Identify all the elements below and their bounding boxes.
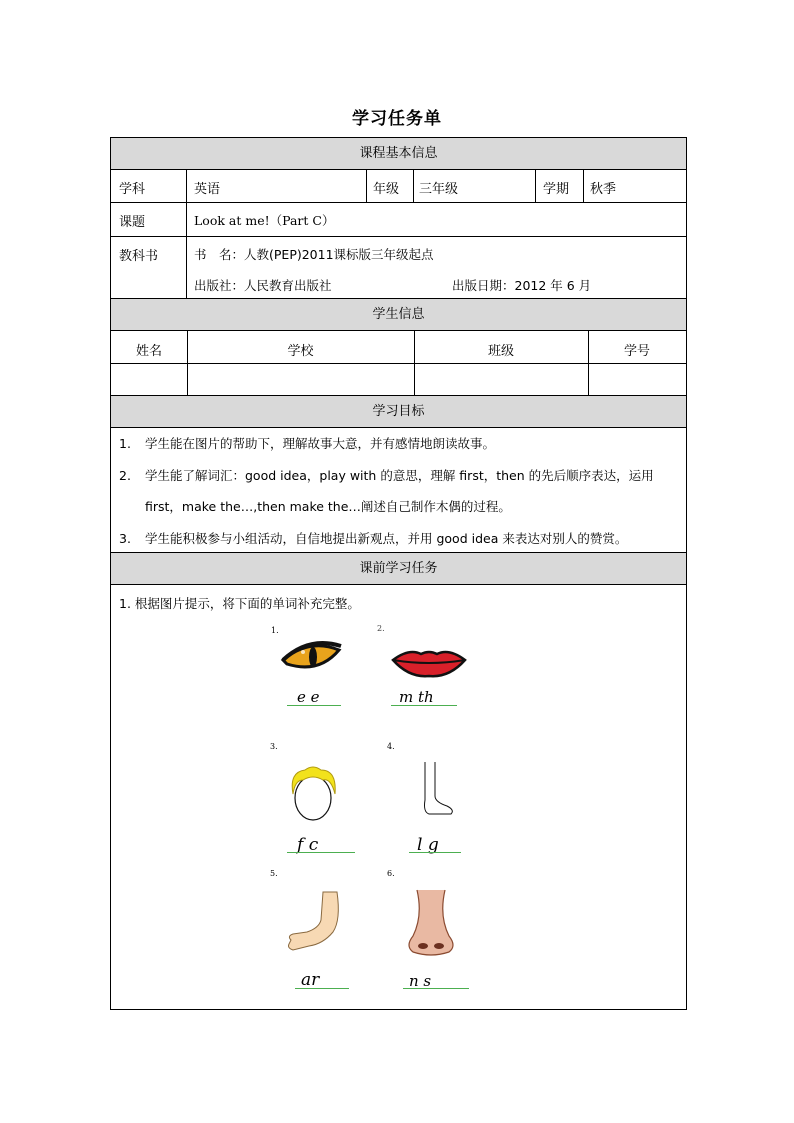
row-divider — [111, 202, 686, 203]
word-leg[interactable]: l g — [417, 835, 439, 855]
header-school: 学校 — [287, 344, 314, 359]
header-class: 班级 — [487, 344, 514, 359]
item-number: 3. — [270, 742, 278, 751]
goal-item: 1. 学生能在图片的帮助下，理解故事大意，并有感情地朗读故事。 — [119, 436, 496, 451]
column-divider — [366, 170, 367, 202]
name-input-cell[interactable] — [112, 364, 186, 394]
item-number: 6. — [387, 869, 395, 878]
goal-item: 2. 学生能了解词汇：good idea，play with 的意思，理解 first，then 的先后顺序表达，运用 — [119, 468, 654, 483]
section-student-info: 学生信息 — [111, 299, 686, 331]
column-divider — [583, 170, 584, 202]
column-divider — [413, 170, 414, 202]
word-nose[interactable]: n s — [409, 972, 432, 990]
arm-icon — [283, 890, 349, 960]
grade-label: 年级 — [373, 182, 400, 197]
item-number: 1. — [271, 626, 279, 635]
topic-label: 课题 — [119, 215, 146, 230]
subject-label: 学科 — [119, 182, 146, 197]
section-tasks: 课前学习任务 — [111, 553, 686, 585]
subject-value: 英语 — [194, 182, 221, 197]
student-id-input-cell[interactable] — [590, 364, 685, 394]
item-number: 2. — [377, 624, 385, 633]
answer-line — [295, 988, 349, 989]
item-number: 4. — [387, 742, 395, 751]
word-face[interactable]: f c — [297, 835, 319, 855]
answer-line — [409, 852, 461, 853]
nose-icon — [401, 888, 461, 962]
school-input-cell[interactable] — [189, 364, 413, 394]
term-label: 学期 — [543, 182, 570, 197]
leg-icon — [411, 760, 457, 824]
task-sheet-table — [110, 137, 687, 1010]
topic-value: Look at me!（Part C） — [194, 213, 335, 228]
answer-line — [391, 705, 457, 706]
word-eye[interactable]: e e — [297, 688, 320, 706]
goal-item-continued: first，make the…,then make the…阐述自己制作木偶的过程。 — [145, 499, 511, 514]
row-divider — [111, 236, 686, 237]
class-input-cell[interactable] — [416, 364, 587, 394]
textbook-label: 教科书 — [119, 249, 159, 264]
item-number: 5. — [270, 869, 278, 878]
answer-line — [287, 705, 341, 706]
textbook-name: 书 名：人教(PEP)2011课标版三年级起点 — [194, 247, 434, 262]
column-divider — [535, 170, 536, 202]
column-divider — [186, 170, 187, 298]
answer-line — [287, 852, 355, 853]
header-student-id: 学号 — [623, 344, 650, 359]
word-arm[interactable]: ar — [301, 970, 320, 990]
eye-icon — [279, 640, 343, 678]
grade-value: 三年级 — [419, 182, 459, 197]
face-icon — [283, 764, 343, 828]
section-goals: 学习目标 — [111, 396, 686, 428]
header-name: 姓名 — [135, 344, 162, 359]
publish-date: 出版日期：2012 年 6 月 — [452, 278, 592, 293]
mouth-icon — [389, 646, 469, 682]
answer-line — [403, 988, 469, 989]
word-mouth[interactable]: m th — [399, 688, 434, 706]
publisher: 出版社：人民教育出版社 — [194, 278, 332, 293]
task-instruction: 1. 根据图片提示，将下面的单词补充完整。 — [119, 596, 360, 611]
page-title: 学习任务单 — [352, 109, 442, 129]
section-course-info: 课程基本信息 — [111, 138, 686, 170]
goal-item: 3. 学生能积极参与小组活动，自信地提出新观点，并用 good idea 来表达对别人的赞赏。 — [119, 531, 628, 546]
term-value: 秋季 — [590, 182, 617, 197]
